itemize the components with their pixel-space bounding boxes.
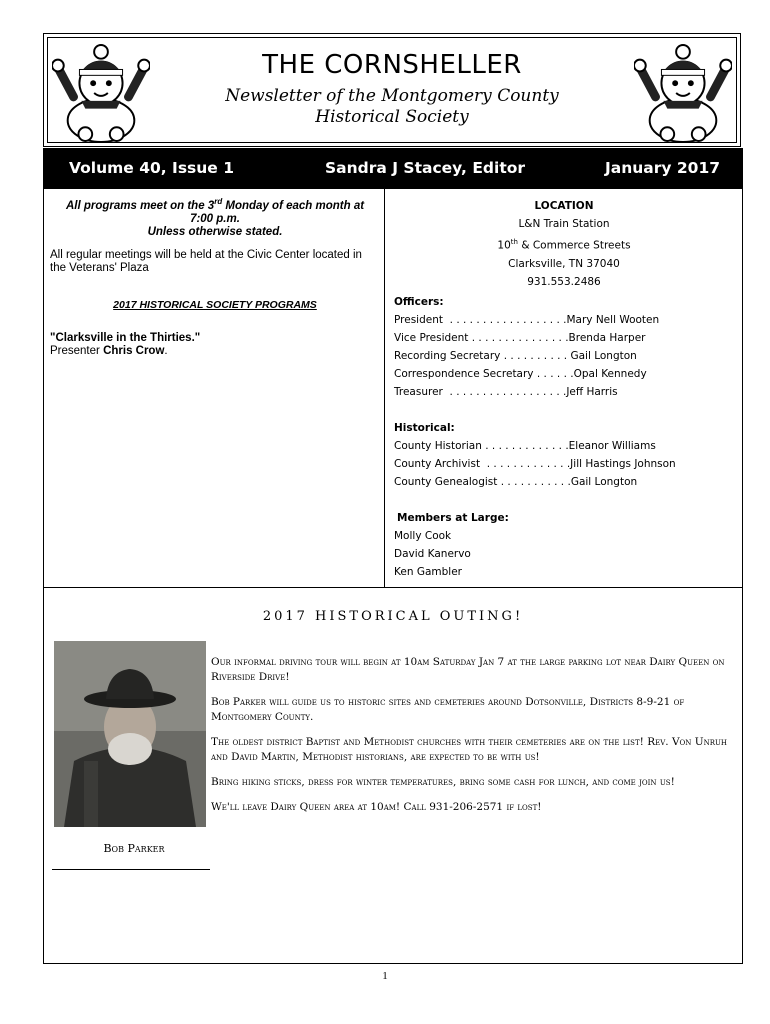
program-title: "Clarksville in the Thirties.": [50, 331, 201, 344]
subtitle-line-2: Historical Society: [315, 107, 469, 127]
photo-caption: Bob Parker: [103, 842, 165, 855]
outing-paragraph: We'll leave Dairy Queen area at 10am! Call 931-206-2571 if lost!: [211, 801, 542, 813]
regular-meetings-note: All regular meetings will be held at the Civic Center located in the Veterans' Plaza: [50, 248, 362, 274]
member-row: Molly Cook: [394, 529, 452, 542]
masthead-inner-border: [47, 37, 737, 143]
outing-paragraph: Our informal driving tour will begin at 10am Saturday Jan 7 at the large parking lot near Dairy Queen on Riverside Drive!: [211, 656, 725, 683]
meeting-schedule: [50, 195, 380, 239]
presenter-end: .: [164, 344, 168, 357]
presenter-label: Presenter: [50, 344, 104, 357]
presenter-name: Chris Crow: [103, 344, 165, 357]
newsletter-title: THE CORNSHELLER: [262, 50, 522, 80]
officer-row: Recording Secretary . . . . . . . . . . Gail Longton: [394, 349, 637, 362]
location-block: [394, 197, 734, 291]
outing-paragraph: The oldest district Baptist and Methodist churches with their cemeteries are on the list! Rev. Von Unruh and David Martin, Methodist historians, are expected to be with us!: [211, 736, 727, 763]
programs-heading: 2017 HISTORICAL SOCIETY PROGRAMS: [113, 298, 317, 311]
issue-banner: [43, 148, 743, 188]
officer-row: President . . . . . . . . . . . . . . . . . .Mary Nell Wooten: [394, 313, 660, 326]
location-city: Clarksville, TN 37040: [508, 257, 620, 270]
historical-row: County Historian . . . . . . . . . . . . .Eleanor Williams: [394, 439, 656, 452]
officer-row: Vice President . . . . . . . . . . . . . . .Brenda Harper: [394, 331, 646, 344]
member-row: Ken Gambler: [394, 565, 462, 578]
meet-text-a: All programs meet on the 3: [65, 199, 215, 212]
content-box: [43, 188, 743, 964]
column-divider: [384, 189, 385, 587]
location-phone: 931.553.2486: [527, 275, 601, 288]
issue-date: January 2017: [605, 159, 721, 177]
member-row: David Kanervo: [394, 547, 471, 560]
meet-text-b: Monday of each month at: [222, 199, 365, 212]
programs-column: [50, 195, 380, 358]
location-heading: LOCATION: [534, 200, 594, 212]
editor-name: Sandra J Stacey, Editor: [325, 159, 526, 177]
officers-heading: Officers:: [394, 295, 444, 308]
historical-row: County Genealogist . . . . . . . . . . .Gail Longton: [394, 475, 638, 488]
issue-number: Volume 40, Issue 1: [69, 159, 235, 177]
meet-note: Unless otherwise stated.: [147, 225, 283, 238]
meet-ordinal: rd: [214, 197, 223, 206]
location-street: 10th & Commerce Streets: [497, 238, 631, 252]
program-entry: [50, 332, 380, 358]
officer-row: Correspondence Secretary . . . . . .Opal Kennedy: [394, 367, 647, 380]
caption-rule: [52, 869, 210, 870]
masthead: [43, 33, 741, 147]
officers-column: [394, 189, 739, 581]
outing-paragraph: Bring hiking sticks, dress for winter temperatures, bring some cash for lunch, and come join us!: [211, 776, 675, 788]
members-heading: Members at Large:: [397, 511, 509, 524]
location-place: L&N Train Station: [518, 218, 610, 230]
outing-title: 2017 HISTORICAL OUTING!: [262, 609, 524, 624]
section-divider: [44, 587, 742, 588]
historical-row: County Archivist . . . . . . . . . . . . .Jill Hastings Johnson: [394, 457, 676, 470]
portrait-icon: [54, 641, 206, 827]
snowman-right-icon: [634, 40, 732, 144]
meet-time: 7:00 p.m.: [190, 212, 240, 225]
subtitle-line-1: Newsletter of the Montgomery County: [225, 86, 559, 106]
outing-paragraph: Bob Parker will guide us to historic sites and cemeteries around Dotsonville, Districts 8-9-21 of Montgomery County.: [211, 696, 685, 723]
newsletter-subtitle: [48, 86, 736, 128]
bob-parker-photo: [54, 641, 206, 827]
page-number: 1: [382, 970, 388, 982]
officer-row: Treasurer . . . . . . . . . . . . . . . . . .Jeff Harris: [394, 385, 618, 398]
outing-details: [211, 655, 739, 825]
historical-heading: Historical:: [394, 421, 455, 434]
